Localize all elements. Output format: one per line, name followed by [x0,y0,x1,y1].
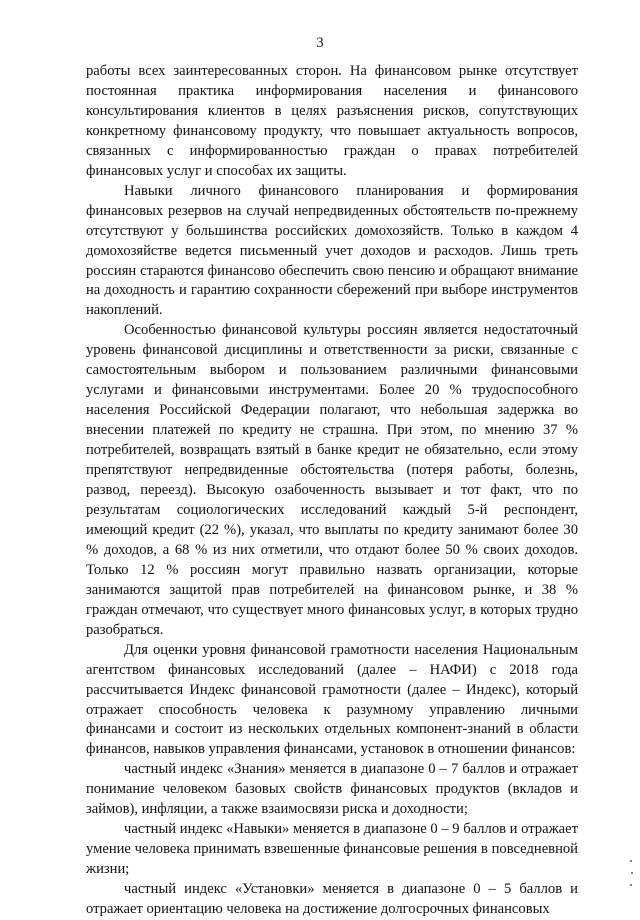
scan-speck [630,860,632,862]
list-item-attitudes-index: частный индекс «Установки» меняется в диапазоне 0 – 5 баллов и отражает ориентацию человека на достижение долгосрочных финансовых [86,881,578,918]
page-number: 3 [316,35,324,51]
paragraph-continuation: работы всех заинтересованных сторон. На финансовом рынке отсутствует постоянная практика информирования населения и финансового консультирования клиентов в целях разъяснения рисков, сопутствующих конкретному финансовому продукту, что повышает актуальность вопросов, связанных с информированностью граждан о правах потребителей финансовых услуг и способах их защиты. [86,63,578,179]
paragraph-financial-planning: Навыки личного финансового планирования и формирования финансовых резервов на случай непредвиденных обстоятельств по-прежнему отсутствуют у большинства российских домохозяйств. Только в каждом 4 домохозяйстве ведется письменный учет доходов и расходов. Лишь треть россиян стараются финансово обеспечить свою пенсию и обращают внимание на доходность и гарантию сохранности сбережений при выборе инструментов накоплений. [86,182,578,319]
list-item-skills-index: частный индекс «Навыки» меняется в диапазоне 0 – 9 баллов и отражает умение человека принимать взвешенные финансовые решения в повседневной жизни; [86,821,578,878]
scan-speck [630,884,632,886]
paragraph-literacy-index: Для оценки уровня финансовой грамотности населения Национальным агентством финансовых исследований (далее – НАФИ) с 2018 года рассчитывается Индекс финансовой грамотности (далее – Индекс), который отражает способность человека к разумному управлению личными финансами и состоит из нескольких отдельных компонент-знаний в области финансов, навыков управления финансами, установок в отношении финансов: [86,641,578,758]
scan-speck [631,872,633,874]
paragraph-financial-culture: Особенностью финансовой культуры россиян является недостаточный уровень финансовой дисциплины и ответственности за риски, связанные с самостоятельным выбором и пользованием различными финансовыми услугами и финансовыми инструментами. Более 20 % трудоспособного населения Российской Федерации полагают, что небольшая задержка во внесении платежей по кредиту не страшна. При этом, по мнению 37 % потребителей, возвращать взятый в банке кредит не обязательно, если этому препятствуют непредвиденные обстоятельства (потеря работы, болезнь, развод, переезд). Высокую озабоченность вызывает и тот факт, что по результатам социологических исследований каждый 5-й респондент, имеющий кредит (22 %), указал, что выплаты по кредиту занимают более 30 % доходов, а 68 % из них отметили, что отдают более 50 % своих доходов. Только 12 % россиян могут правильно назвать организации, которые занимаются защитой прав потребителей на финансовом рынке, и 38 % граждан отмечают, что существует много финансовых услуг, в которых трудно разобраться. [86,322,578,638]
list-item-knowledge-index: частный индекс «Знания» меняется в диапазоне 0 – 7 баллов и отражает понимание человеком базовых свойств финансовых продуктов (вкладов и займов), инфляции, а также взаимосвязи риска и доходности; [86,761,578,818]
document-body [86,62,578,920]
